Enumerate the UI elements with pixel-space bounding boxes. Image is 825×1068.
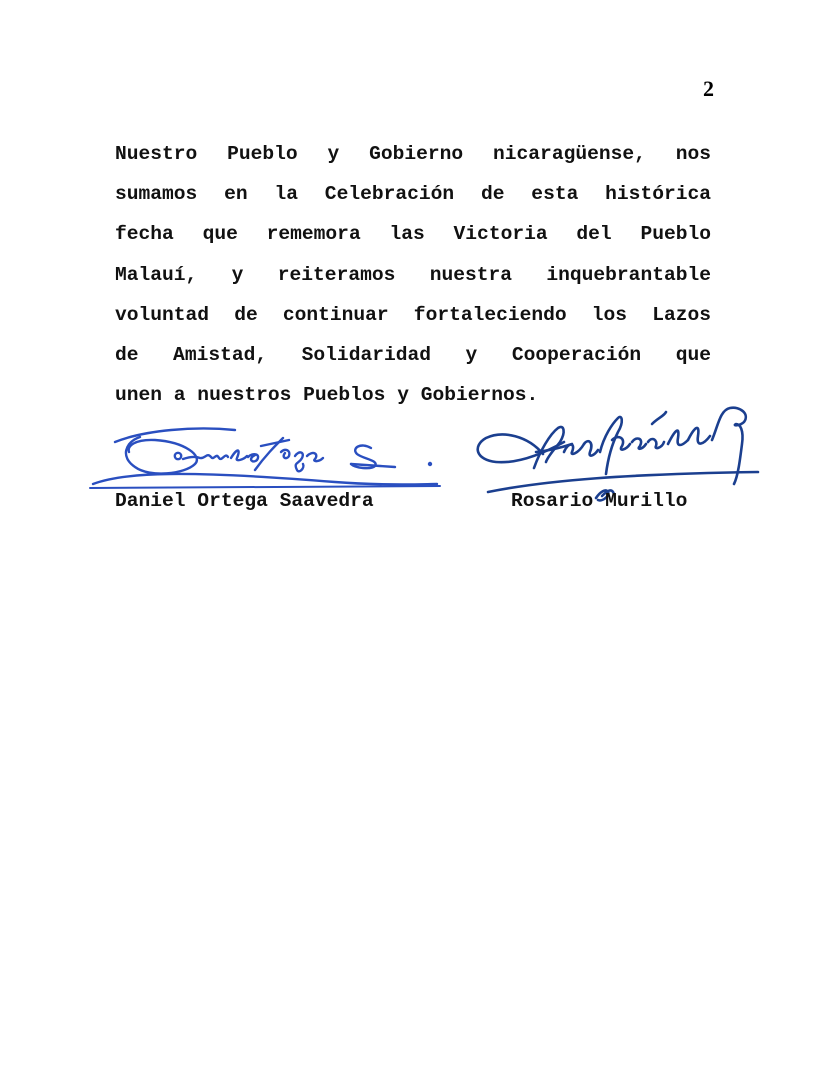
paragraph-line: Malauí, y reiteramos nuestra inquebrantable (115, 263, 711, 286)
signer-name: Daniel Ortega Saavedra (115, 490, 374, 512)
paragraph-line: unen a nuestros Pueblos y Gobiernos. (115, 384, 539, 407)
signature-block-rosario-murillo (468, 396, 778, 522)
page-number: 2 (703, 76, 714, 101)
paragraph-line: sumamos en la Celebración de esta histórica (115, 183, 711, 206)
paragraph-line: de Amistad, Solidaridad y Cooperación que (115, 343, 711, 366)
signature-block-daniel-ortega (85, 412, 445, 522)
paragraph-line: voluntad de continuar fortaleciendo los Lazos (115, 303, 711, 326)
letter-paragraph (115, 134, 711, 415)
paragraph-line: Nuestro Pueblo y Gobierno nicaragüense, nos (115, 143, 711, 165)
signer-name: Rosario Murillo (511, 490, 688, 512)
paragraph-line: fecha que rememora las Victoria del Pueblo (115, 223, 711, 246)
